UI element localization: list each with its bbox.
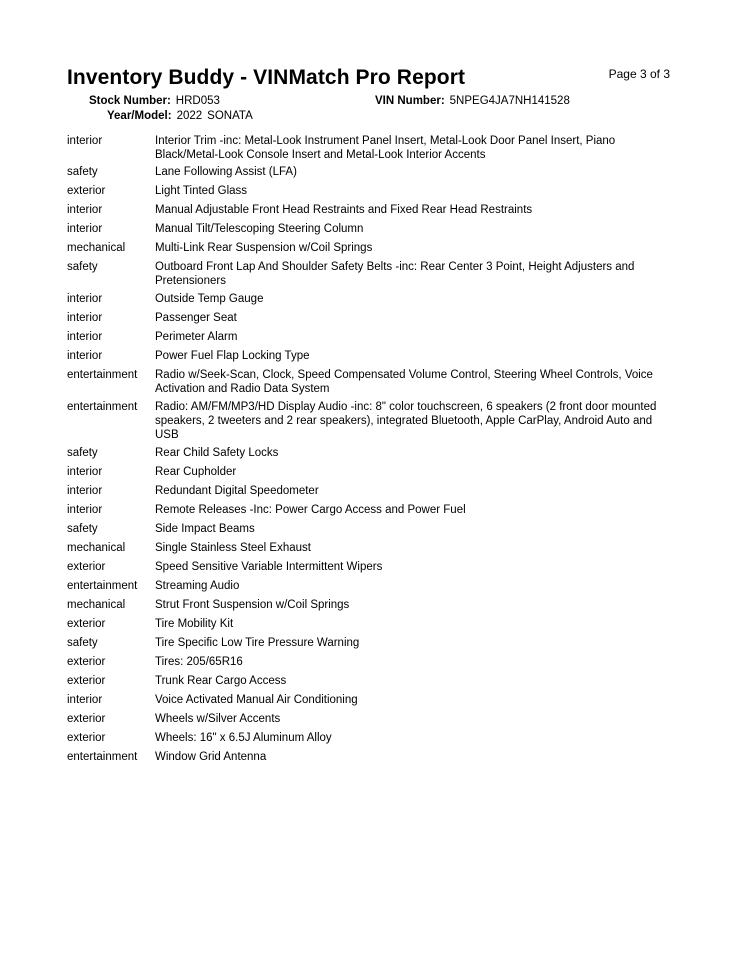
feature-description: Rear Cupholder [155, 466, 237, 478]
feature-description: Multi-Link Rear Suspension w/Coil Springs [155, 242, 373, 254]
feature-row [67, 203, 677, 217]
feature-category: safety [67, 637, 98, 649]
report-title: Inventory Buddy - VINMatch Pro Report [67, 66, 466, 89]
feature-category: safety [67, 166, 98, 178]
feature-description: Radio w/Seek-Scan, Clock, Speed Compensated Volume Control, Steering Wheel Controls, Voice Activation and Radio Data System [155, 369, 653, 395]
feature-category: safety [67, 523, 98, 535]
year-model-label: Year/Model: [107, 110, 172, 122]
feature-description: Radio: AM/FM/MP3/HD Display Audio -inc: 8" color touchscreen, 6 speakers (2 front door mounted speakers, 2 tweeters and 2 rear speakers), integrated Bluetooth, Apple CarPlay, Android Auto and USB [155, 401, 657, 441]
feature-row [67, 184, 677, 198]
feature-description: Perimeter Alarm [155, 331, 238, 343]
feature-row [67, 674, 677, 688]
year-model [107, 110, 253, 122]
model-value: SONATA [207, 110, 253, 122]
feature-description: Wheels w/Silver Accents [155, 713, 281, 725]
feature-row [67, 400, 677, 442]
feature-description: Tire Mobility Kit [155, 618, 234, 630]
stock-number [89, 95, 220, 107]
vin-number-label: VIN Number: [375, 95, 445, 107]
feature-description: Power Fuel Flap Locking Type [155, 350, 310, 362]
feature-description: Outside Temp Gauge [155, 293, 264, 305]
feature-category: exterior [67, 713, 106, 725]
page-number: Page 3 of 3 [608, 67, 670, 81]
feature-category: interior [67, 312, 103, 324]
feature-description: Tires: 205/65R16 [155, 656, 243, 668]
feature-row [67, 636, 677, 650]
feature-category: entertainment [67, 580, 138, 592]
feature-category: entertainment [67, 369, 138, 381]
feature-description: Side Impact Beams [155, 523, 255, 535]
feature-row [67, 465, 677, 479]
vin-number [375, 95, 570, 107]
feature-row [67, 579, 677, 593]
feature-row [67, 750, 677, 764]
feature-row [67, 617, 677, 631]
feature-description: Manual Adjustable Front Head Restraints and Fixed Rear Head Restraints [155, 204, 533, 216]
feature-category: interior [67, 331, 103, 343]
feature-category: interior [67, 223, 103, 235]
feature-row [67, 165, 677, 179]
feature-category: exterior [67, 561, 106, 573]
feature-category: exterior [67, 675, 106, 687]
year-value: 2022 [176, 110, 203, 122]
feature-description: Light Tinted Glass [155, 185, 248, 197]
feature-description: Streaming Audio [155, 580, 240, 592]
feature-description: Wheels: 16" x 6.5J Aluminum Alloy [155, 732, 332, 744]
feature-row [67, 522, 677, 536]
feature-category: interior [67, 135, 103, 147]
feature-category: interior [67, 466, 103, 478]
feature-row [67, 655, 677, 669]
feature-category: exterior [67, 732, 106, 744]
feature-row [67, 292, 677, 306]
feature-row [67, 446, 677, 460]
feature-category: mechanical [67, 242, 126, 254]
feature-category: interior [67, 485, 103, 497]
feature-category: entertainment [67, 401, 138, 413]
stock-number-value: HRD053 [175, 95, 220, 107]
feature-category: entertainment [67, 751, 138, 763]
feature-category: mechanical [67, 542, 126, 554]
stock-number-label: Stock Number: [89, 95, 171, 107]
feature-category: exterior [67, 618, 106, 630]
feature-category: interior [67, 350, 103, 362]
feature-row [67, 260, 677, 288]
feature-row [67, 560, 677, 574]
feature-category: exterior [67, 185, 106, 197]
feature-description: Manual Tilt/Telescoping Steering Column [155, 223, 364, 235]
feature-row [67, 368, 677, 396]
feature-category: interior [67, 694, 103, 706]
feature-description: Rear Child Safety Locks [155, 447, 279, 459]
feature-row [67, 598, 677, 612]
feature-row [67, 311, 677, 325]
feature-category: exterior [67, 656, 106, 668]
feature-row [67, 349, 677, 363]
feature-description: Trunk Rear Cargo Access [155, 675, 287, 687]
feature-category: interior [67, 504, 103, 516]
feature-description: Passenger Seat [155, 312, 237, 324]
feature-description: Lane Following Assist (LFA) [155, 166, 297, 178]
feature-description: Strut Front Suspension w/Coil Springs [155, 599, 350, 611]
feature-category: interior [67, 204, 103, 216]
feature-category: mechanical [67, 599, 126, 611]
feature-row [67, 693, 677, 707]
feature-row [67, 222, 677, 236]
feature-description: Outboard Front Lap And Shoulder Safety Belts -inc: Rear Center 3 Point, Height Adjusters and Pretensioners [155, 261, 635, 287]
feature-category: safety [67, 447, 98, 459]
feature-row [67, 731, 677, 745]
feature-row [67, 712, 677, 726]
feature-description: Interior Trim -inc: Metal-Look Instrument Panel Insert, Metal-Look Door Panel Insert, Piano Black/Metal-Look Console Insert and Metal-Look Interior Accents [155, 135, 616, 161]
feature-category: safety [67, 261, 98, 273]
feature-category: interior [67, 293, 103, 305]
feature-description: Speed Sensitive Variable Intermittent Wipers [155, 561, 383, 573]
feature-row [67, 541, 677, 555]
feature-description: Redundant Digital Speedometer [155, 485, 319, 497]
feature-description: Tire Specific Low Tire Pressure Warning [155, 637, 360, 649]
feature-description: Voice Activated Manual Air Conditioning [155, 694, 358, 706]
feature-row [67, 241, 677, 255]
feature-row [67, 503, 677, 517]
feature-row [67, 330, 677, 344]
feature-description: Window Grid Antenna [155, 751, 267, 763]
feature-description: Remote Releases -Inc: Power Cargo Access and Power Fuel [155, 504, 466, 516]
feature-description: Single Stainless Steel Exhaust [155, 542, 311, 554]
feature-row [67, 484, 677, 498]
vin-number-value: 5NPEG4JA7NH141528 [449, 95, 570, 107]
feature-row [67, 134, 677, 162]
